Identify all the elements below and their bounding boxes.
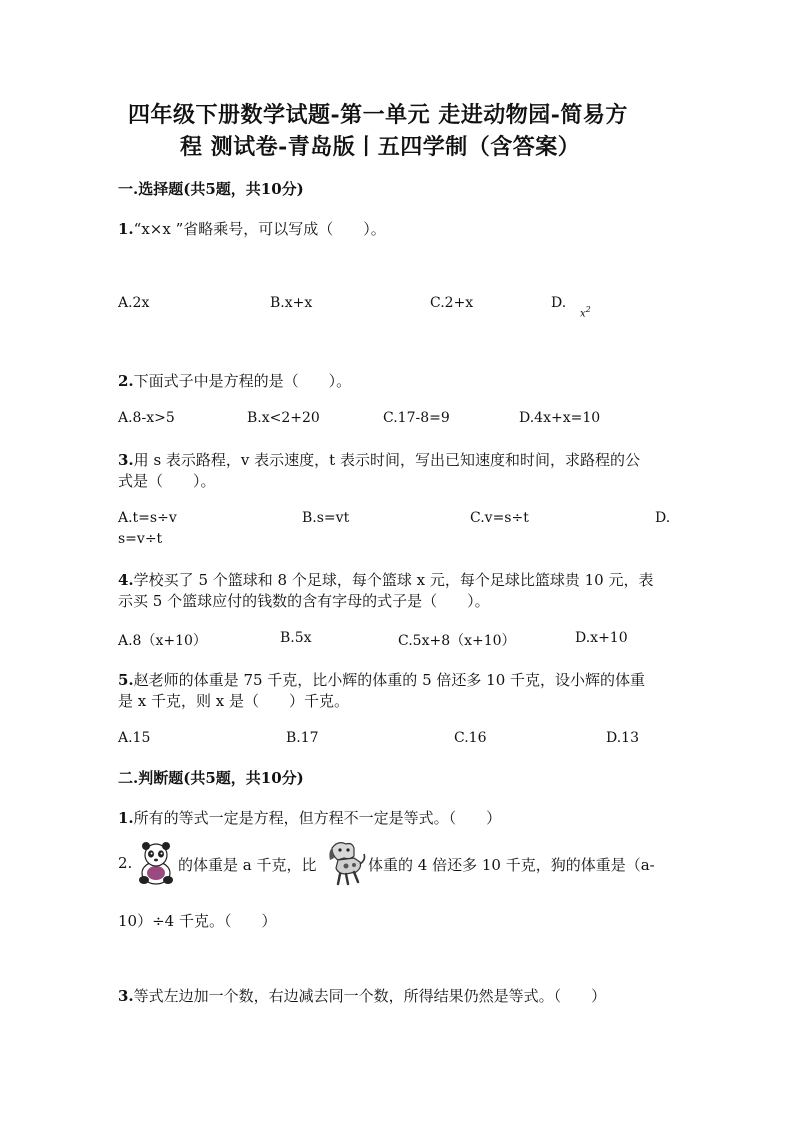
- dog-picture: [324, 838, 368, 890]
- option-d: D.: [551, 295, 567, 311]
- dog-icon: [324, 838, 368, 886]
- question-text-part1: 的体重是 a 千克，比: [178, 856, 317, 874]
- question-number: 1.: [118, 220, 134, 238]
- option-a: A.8-x>5: [118, 410, 175, 426]
- question-number: 3.: [118, 451, 134, 469]
- question-text: “x×x ”省略乘号，可以写成（ ）。: [133, 220, 386, 238]
- option-a: A.15: [118, 730, 151, 746]
- question-5: [118, 669, 645, 690]
- question-3: [118, 449, 640, 470]
- option-d: D.x+10: [575, 630, 628, 646]
- question-text: 所有的等式一定是方程，但方程不一定是等式。（ ）: [133, 809, 502, 827]
- question-text-line1: 用 s 表示路程，v 表示速度，t 表示时间，写出已知速度和时间，求路程的公: [133, 451, 640, 469]
- option-b: B.x<2+20: [247, 410, 320, 426]
- option-d-formula: $x^2$: [580, 305, 591, 320]
- option-b: B.5x: [280, 630, 312, 646]
- judgment-question-2-number: 2.: [118, 854, 133, 872]
- section-heading-judgment: 二.判断题(共5题，共10分): [118, 769, 304, 787]
- question-number: 1.: [118, 809, 134, 827]
- question-text-line1: 赵老师的体重是 75 千克，比小辉的体重的 5 倍还多 10 千克，设小辉的体重: [133, 671, 646, 689]
- question-text-line1: 学校买了 5 个篮球和 8 个足球，每个篮球 x 元，每个足球比篮球贵 10 元，表: [133, 571, 654, 589]
- question-text: 等式左边加一个数，右边减去同一个数，所得结果仍然是等式。（ ）: [133, 987, 607, 1005]
- option-c: C.2+x: [430, 295, 474, 311]
- question-number: 2.: [118, 372, 134, 390]
- page-title-line1: 四年级下册数学试题-第一单元 走进动物园-简易方: [128, 102, 628, 128]
- option-d: D.13: [606, 730, 639, 746]
- section-heading-choice: 一.选择题(共5题，共10分): [118, 180, 304, 198]
- question-2: [118, 370, 351, 391]
- question-text-line2: 示买 5 个篮球应付的钱数的含有字母的式子是（ ）。: [118, 592, 490, 610]
- panda-picture: [134, 840, 178, 890]
- option-a: A.2x: [118, 295, 150, 311]
- question-number: 5.: [118, 671, 134, 689]
- question-text-line2: 式是（ ）。: [118, 472, 216, 490]
- option-b: B.x+x: [270, 295, 313, 311]
- judgment-question-1: [118, 807, 501, 828]
- option-d: D.4x+x=10: [519, 410, 601, 426]
- question-text: 下面式子中是方程的是（ ）。: [133, 372, 352, 390]
- option-b: B.17: [286, 730, 319, 746]
- question-1: [118, 218, 386, 239]
- option-c: C.16: [454, 730, 487, 746]
- option-a: A.8（x+10）: [118, 633, 207, 649]
- option-d: D.: [655, 510, 671, 526]
- panda-icon: [134, 840, 178, 886]
- option-c: C.5x+8（x+10）: [398, 633, 516, 649]
- option-c: C.17-8=9: [383, 410, 450, 426]
- question-text-line2: 是 x 千克，则 x 是（ ）千克。: [118, 692, 349, 710]
- judgment-question-3: [118, 985, 606, 1006]
- question-text-line2: 10）÷4 千克。（ ）: [118, 912, 277, 930]
- question-number: 3.: [118, 987, 134, 1005]
- page-title-line2: 程 测试卷-青岛版丨五四学制（含答案）: [180, 134, 581, 160]
- option-c: C.v=s÷t: [470, 510, 529, 526]
- option-b: B.s=vt: [302, 510, 350, 526]
- question-text-part2: 体重的 4 倍还多 10 千克，狗的体重是（a-: [368, 856, 655, 874]
- question-4: [118, 569, 653, 590]
- option-d-continuation: s=v÷t: [118, 531, 163, 547]
- option-a: A.t=s÷v: [118, 510, 177, 526]
- question-number: 4.: [118, 571, 134, 589]
